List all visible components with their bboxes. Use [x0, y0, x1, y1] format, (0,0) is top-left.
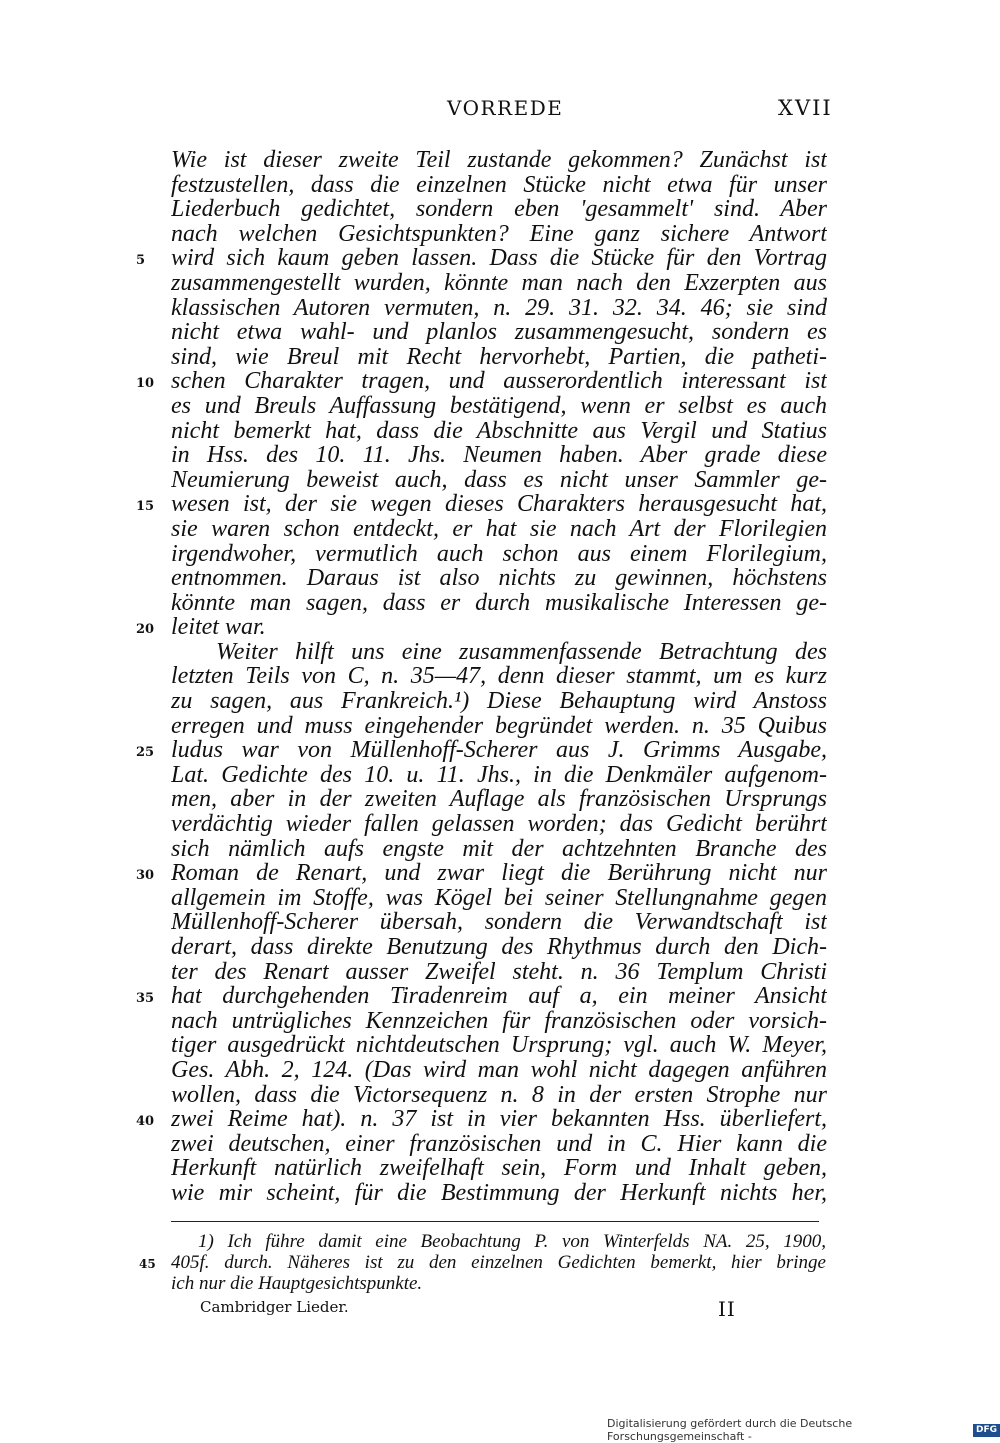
line-text: verdächtig wieder fallen gelassen worden; das Gedicht berührt — [171, 812, 827, 837]
text-line — [0, 714, 1000, 739]
line-text: nach untrügliches Kennzeichen für französischen oder vorsich- — [171, 1008, 827, 1034]
line-text: ter des Renart ausser Zweifel steht. n. 36 Templum Christi — [171, 959, 827, 985]
line-text: hat durchgehenden Tiradenreim auf a, ein meiner Ansicht — [171, 984, 827, 1009]
footnote-line — [0, 1273, 1000, 1294]
line-text: zwei Reime hat). n. 37 ist in vier bekannten Hss. überliefert, — [171, 1107, 827, 1132]
line-text: Müllenhoff-Scherer übersah, sondern die Verwandtschaft ist — [171, 910, 827, 935]
line-number: 45 — [139, 1257, 156, 1271]
line-text: sie waren schon entdeckt, er hat sie nach Art der Florilegien — [171, 516, 827, 542]
line-text: Ges. Abh. 2, 124. (Das wird man wohl nicht dagegen anführen — [171, 1057, 827, 1083]
sheet-mark: II — [718, 1297, 736, 1321]
line-text: wie mir scheint, für die Bestimmung der Herkunft nichts her, — [171, 1180, 827, 1206]
text-line — [0, 886, 1000, 911]
line-text: Weiter hilft uns eine zusammenfassende Betrachtung des — [216, 639, 827, 665]
line-text: wollen, dass die Victorsequenz n. 8 in der ersten Strophe nur — [171, 1082, 827, 1108]
digitization-note: Digitalisierung gefördert durch die Deutsche Forschungsgemeinschaft - — [607, 1417, 853, 1443]
line-text: entnommen. Daraus ist also nichts zu gewinnen, höchstens — [171, 566, 827, 591]
line-text: Neumierung beweist auch, dass es nicht unser Sammler ge- — [171, 467, 827, 493]
line-text: sich nämlich aufs engste mit der achtzehnten Branche des — [171, 836, 827, 862]
line-text: wesen ist, der sie wegen dieses Charakters herausgesucht hat, — [171, 492, 827, 517]
page-number: XVII — [778, 96, 833, 120]
text-line — [0, 935, 1000, 960]
line-text: zwei deutschen, einer französischen und in C. Hier kann die — [171, 1131, 827, 1157]
line-text: men, aber in der zweiten Auflage als französischen Ursprungs — [171, 787, 827, 813]
line-text: tiger ausgedrückt nichtdeutschen Ursprung; vgl. auch W. Meyer, — [171, 1033, 827, 1058]
text-line — [0, 271, 1000, 296]
line-text: festzustellen, dass die einzelnen Stücke nicht etwa für unser — [171, 172, 827, 198]
text-line — [0, 369, 1000, 394]
text-line — [0, 345, 1000, 370]
text-line — [0, 664, 1000, 689]
line-number: 30 — [136, 868, 155, 884]
footnote-text: ich nur die Hauptgesichtspunkte. — [171, 1273, 423, 1294]
text-line — [0, 148, 1000, 173]
line-text: es und Breuls Auffassung bestätigend, wenn er selbst es auch — [171, 393, 827, 419]
text-line — [0, 542, 1000, 567]
line-text: könnte man sagen, dass er durch musikalische Interessen ge- — [171, 590, 827, 616]
text-line — [0, 960, 1000, 985]
text-line — [0, 1107, 1000, 1132]
signature-line: Cambridger Lieder. — [200, 1298, 349, 1316]
text-line — [0, 246, 1000, 271]
text-line — [0, 615, 1000, 640]
text-line — [0, 492, 1000, 517]
text-line — [0, 296, 1000, 321]
text-line — [0, 1033, 1000, 1058]
text-line — [0, 1009, 1000, 1034]
dfg-logo: DFG — [973, 1424, 1000, 1437]
footnote-rule — [171, 1221, 819, 1222]
text-line — [0, 1156, 1000, 1181]
line-text: Herkunft natürlich zweifelhaft sein, Form und Inhalt geben, — [171, 1156, 827, 1181]
line-text: Roman de Renart, und zwar liegt die Berührung nicht nur — [171, 861, 827, 886]
line-text: nach welchen Gesichtspunkten? Eine ganz sichere Antwort — [171, 221, 827, 247]
text-line — [0, 1132, 1000, 1157]
text-line — [0, 640, 1000, 665]
text-line — [0, 984, 1000, 1009]
line-number: 5 — [136, 253, 146, 269]
text-line — [0, 837, 1000, 862]
line-text: derart, dass direkte Benutzung des Rhythmus durch den Dich- — [171, 935, 827, 960]
line-text: zu sagen, aus Frankreich.¹) Diese Behauptung wird Anstoss — [171, 689, 827, 714]
running-header — [0, 96, 1000, 126]
line-text: irgendwoher, vermutlich auch schon aus einem Florilegium, — [171, 541, 827, 567]
line-number: 35 — [136, 991, 155, 1007]
footnote-line — [0, 1231, 1000, 1252]
text-line — [0, 812, 1000, 837]
line-text: wird sich kaum geben lassen. Dass die Stücke für den Vortrag — [171, 246, 827, 271]
text-line — [0, 419, 1000, 444]
line-text: sind, wie Breul mit Recht hervorhebt, Partien, die patheti- — [171, 344, 827, 370]
text-line — [0, 738, 1000, 763]
line-text: in Hss. des 10. 11. Jhs. Neumen haben. Aber grade diese — [171, 443, 827, 468]
text-line — [0, 566, 1000, 591]
body-text — [0, 148, 1000, 1206]
line-text: klassischen Autoren vermuten, n. 29. 31. 32. 34. 46; sie sind — [171, 295, 827, 321]
text-line — [0, 1083, 1000, 1108]
text-line — [0, 1058, 1000, 1083]
line-number: 10 — [136, 376, 155, 392]
line-text: erregen und muss eingehender begründet werden. n. 35 Quibus — [171, 713, 827, 739]
text-line — [0, 861, 1000, 886]
line-number: 40 — [136, 1114, 155, 1130]
footnote-text: 405f. durch. Näheres ist zu den einzelnen Gedichten bemerkt, hier bringe — [171, 1252, 826, 1273]
digitization-credit — [607, 1417, 1000, 1443]
text-line — [0, 197, 1000, 222]
text-line — [0, 689, 1000, 714]
line-number: 15 — [136, 499, 155, 515]
line-text: nicht etwa wahl- und planlos zusammengesucht, sondern es — [171, 320, 827, 345]
line-text: Wie ist dieser zweite Teil zustande gekommen? Zunächst ist — [171, 148, 827, 173]
text-line — [0, 763, 1000, 788]
line-text: Liederbuch gedichtet, sondern eben 'gesammelt' sind. Aber — [171, 197, 827, 222]
text-line — [0, 320, 1000, 345]
text-line — [0, 173, 1000, 198]
line-text: ludus war von Müllenhoff-Scherer aus J. Grimms Ausgabe, — [171, 738, 827, 763]
line-text: schen Charakter tragen, und ausserordentlich interessant ist — [171, 369, 827, 394]
line-number: 25 — [136, 745, 155, 761]
line-text: Lat. Gedichte des 10. u. 11. Jhs., in die Denkmäler aufgenom- — [171, 762, 827, 788]
footnote — [0, 1231, 1000, 1294]
text-line — [0, 468, 1000, 493]
text-line — [0, 1181, 1000, 1206]
line-text: nicht bemerkt hat, dass die Abschnitte aus Vergil und Statius — [171, 418, 827, 444]
footnote-text: 1) Ich führe damit eine Beobachtung P. von Winterfelds NA. 25, 1900, — [198, 1231, 826, 1252]
text-line — [0, 394, 1000, 419]
text-line — [0, 517, 1000, 542]
line-number: 20 — [136, 622, 155, 638]
text-line — [0, 591, 1000, 616]
line-text: letzten Teils von C, n. 35—47, denn dieser stammt, um es kurz — [171, 664, 827, 690]
text-line — [0, 787, 1000, 812]
text-line — [0, 910, 1000, 935]
text-line — [0, 222, 1000, 247]
line-text: zusammengestellt wurden, könnte man nach den Exzerpten aus — [171, 270, 827, 296]
footnote-line — [0, 1252, 1000, 1273]
line-text: leitet war. — [171, 615, 266, 640]
line-text: allgemein im Stoffe, was Kögel bei seiner Stellungnahme gegen — [171, 885, 827, 911]
text-line — [0, 443, 1000, 468]
running-title: VORREDE — [447, 96, 564, 120]
